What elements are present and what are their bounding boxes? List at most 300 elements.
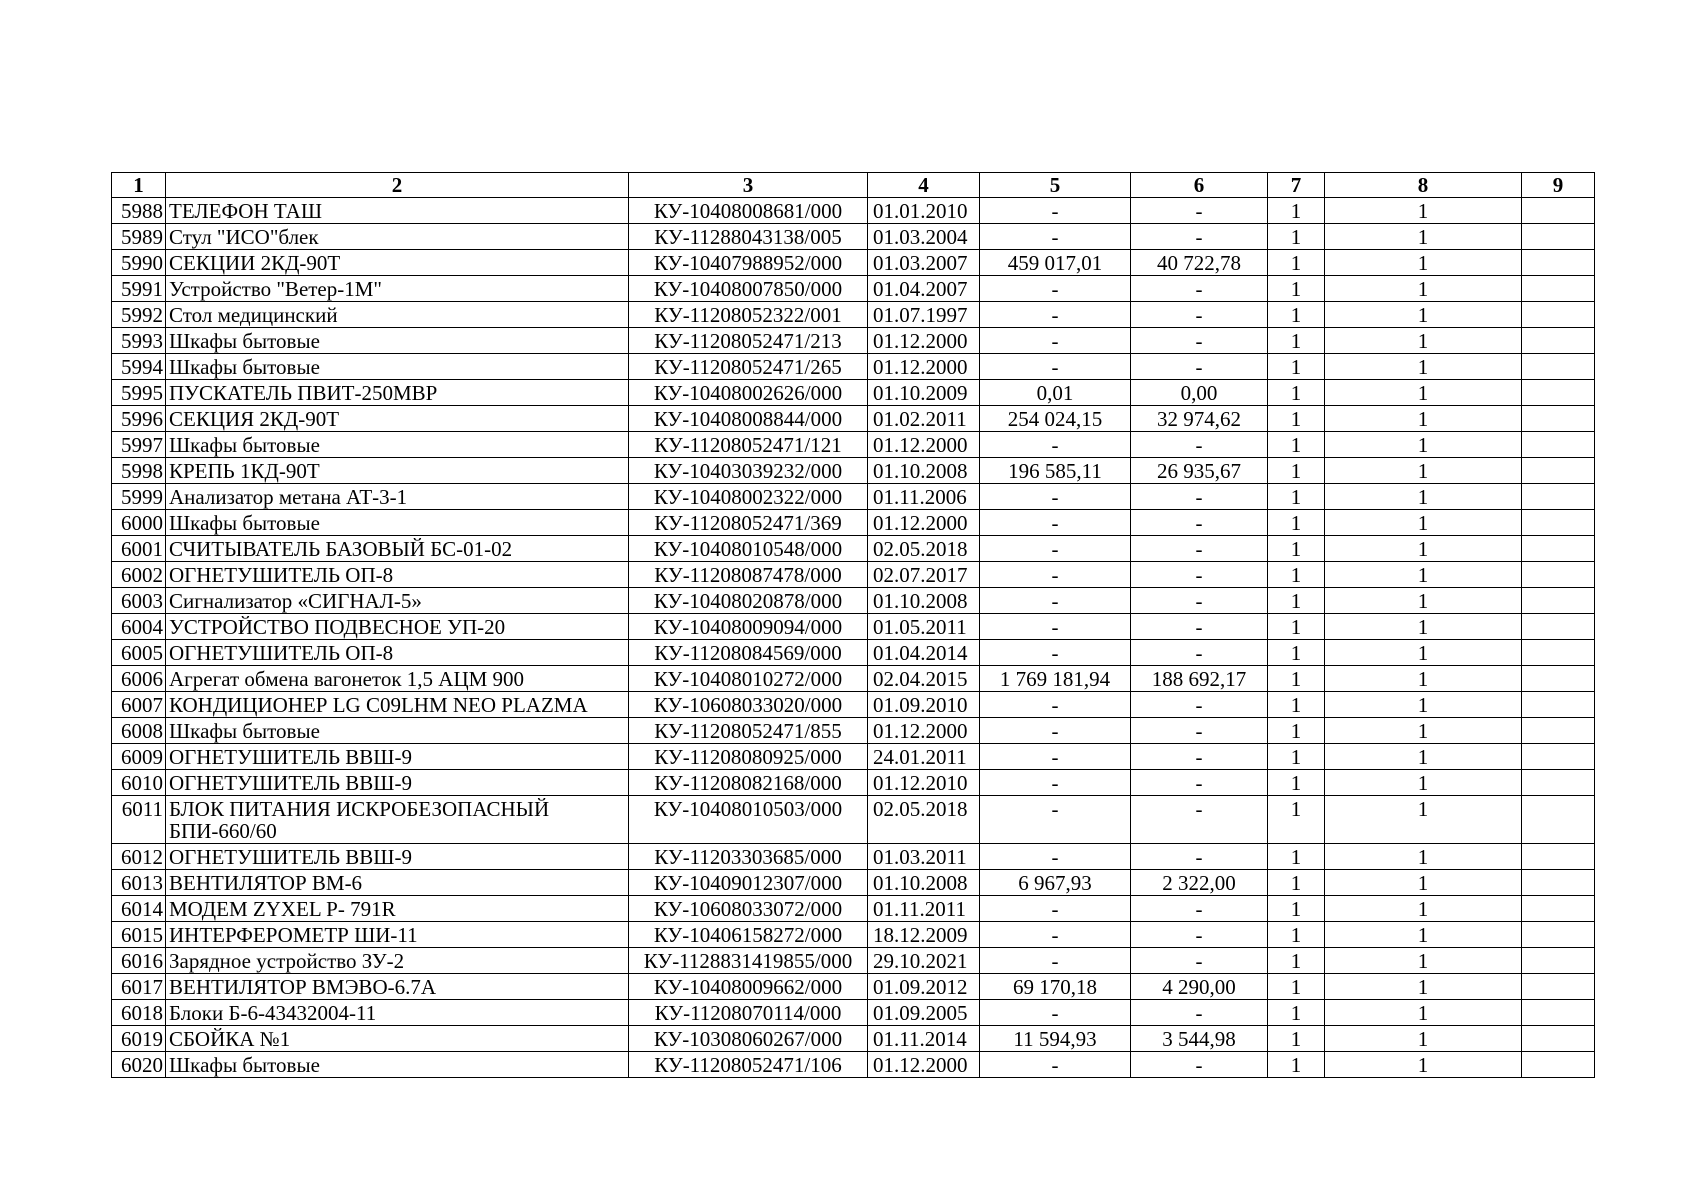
cell-value-6: - <box>1131 354 1268 380</box>
cell-value-6: 40 722,78 <box>1131 250 1268 276</box>
cell-value-6: - <box>1131 796 1268 844</box>
column-header-7: 7 <box>1268 173 1325 198</box>
cell-value-8: 1 <box>1325 974 1522 1000</box>
cell-date: 02.04.2015 <box>868 666 980 692</box>
cell-value-8: 1 <box>1325 510 1522 536</box>
cell-item-name: Шкафы бытовые <box>166 1052 629 1078</box>
cell-inventory-number: КУ-10408008844/000 <box>629 406 868 432</box>
cell-value-6: - <box>1131 640 1268 666</box>
cell-value-5: 6 967,93 <box>980 870 1131 896</box>
cell-value-7: 1 <box>1268 896 1325 922</box>
cell-value-9 <box>1522 692 1595 718</box>
cell-inventory-number: КУ-11208084569/000 <box>629 640 868 666</box>
cell-value-8: 1 <box>1325 198 1522 224</box>
cell-value-6: - <box>1131 328 1268 354</box>
cell-value-8: 1 <box>1325 1026 1522 1052</box>
cell-item-name: Шкафы бытовые <box>166 432 629 458</box>
cell-value-7: 1 <box>1268 380 1325 406</box>
cell-value-5: - <box>980 484 1131 510</box>
cell-value-6: - <box>1131 510 1268 536</box>
cell-item-name: Устройство "Ветер-1М" <box>166 276 629 302</box>
cell-date: 01.11.2014 <box>868 1026 980 1052</box>
cell-inventory-number: КУ-11208052471/855 <box>629 718 868 744</box>
cell-value-8: 1 <box>1325 870 1522 896</box>
cell-inventory-number: КУ-11208087478/000 <box>629 562 868 588</box>
table-row <box>112 614 1595 640</box>
cell-value-6: - <box>1131 562 1268 588</box>
cell-value-7: 1 <box>1268 276 1325 302</box>
table-row <box>112 276 1595 302</box>
cell-value-7: 1 <box>1268 744 1325 770</box>
table-row <box>112 432 1595 458</box>
cell-date: 01.12.2000 <box>868 1052 980 1078</box>
cell-date: 01.02.2011 <box>868 406 980 432</box>
table-row <box>112 640 1595 666</box>
cell-date: 01.07.1997 <box>868 302 980 328</box>
cell-inventory-number: КУ-11208082168/000 <box>629 770 868 796</box>
cell-item-name: Зарядное устройство ЗУ-2 <box>166 948 629 974</box>
cell-row-number: 6010 <box>112 770 166 796</box>
cell-value-9 <box>1522 922 1595 948</box>
cell-value-5: - <box>980 922 1131 948</box>
cell-row-number: 6012 <box>112 844 166 870</box>
cell-date: 01.03.2007 <box>868 250 980 276</box>
cell-date: 24.01.2011 <box>868 744 980 770</box>
cell-value-9 <box>1522 432 1595 458</box>
cell-date: 01.10.2008 <box>868 870 980 896</box>
cell-value-8: 1 <box>1325 844 1522 870</box>
cell-value-7: 1 <box>1268 1052 1325 1078</box>
table-row <box>112 406 1595 432</box>
cell-inventory-number: КУ-10403039232/000 <box>629 458 868 484</box>
cell-item-name: БЛОК ПИТАНИЯ ИСКРОБЕЗОПАСНЫЙ БПИ-660/60 <box>166 796 629 844</box>
cell-value-7: 1 <box>1268 1026 1325 1052</box>
column-header-6: 6 <box>1131 173 1268 198</box>
cell-row-number: 6018 <box>112 1000 166 1026</box>
cell-date: 01.11.2011 <box>868 896 980 922</box>
cell-inventory-number: КУ-10409012307/000 <box>629 870 868 896</box>
cell-item-name: Шкафы бытовые <box>166 328 629 354</box>
cell-value-8: 1 <box>1325 458 1522 484</box>
cell-value-8: 1 <box>1325 380 1522 406</box>
table-row <box>112 770 1595 796</box>
cell-date: 01.12.2000 <box>868 510 980 536</box>
cell-item-name: КРЕПЬ 1КД-90Т <box>166 458 629 484</box>
cell-value-6: - <box>1131 536 1268 562</box>
cell-inventory-number: КУ-11208080925/000 <box>629 744 868 770</box>
cell-value-5: - <box>980 198 1131 224</box>
cell-value-7: 1 <box>1268 406 1325 432</box>
cell-value-6: 2 322,00 <box>1131 870 1268 896</box>
cell-value-5: - <box>980 744 1131 770</box>
column-header-3: 3 <box>629 173 868 198</box>
column-header-4: 4 <box>868 173 980 198</box>
cell-value-9 <box>1522 870 1595 896</box>
cell-value-7: 1 <box>1268 536 1325 562</box>
cell-value-5: - <box>980 354 1131 380</box>
cell-value-8: 1 <box>1325 588 1522 614</box>
cell-value-5: 69 170,18 <box>980 974 1131 1000</box>
cell-value-7: 1 <box>1268 796 1325 844</box>
cell-value-9 <box>1522 1026 1595 1052</box>
table-row <box>112 198 1595 224</box>
cell-value-9 <box>1522 354 1595 380</box>
cell-value-9 <box>1522 302 1595 328</box>
cell-date: 02.07.2017 <box>868 562 980 588</box>
cell-value-8: 1 <box>1325 250 1522 276</box>
cell-value-5: - <box>980 640 1131 666</box>
cell-row-number: 6007 <box>112 692 166 718</box>
table-row <box>112 1000 1595 1026</box>
cell-value-7: 1 <box>1268 250 1325 276</box>
cell-value-9 <box>1522 380 1595 406</box>
cell-item-name: ОГНЕТУШИТЕЛЬ ОП-8 <box>166 640 629 666</box>
cell-value-5: - <box>980 614 1131 640</box>
cell-item-name: СЧИТЫВАТЕЛЬ БАЗОВЫЙ БС-01-02 <box>166 536 629 562</box>
cell-value-7: 1 <box>1268 562 1325 588</box>
cell-row-number: 5993 <box>112 328 166 354</box>
cell-date: 01.12.2000 <box>868 354 980 380</box>
cell-value-6: - <box>1131 718 1268 744</box>
cell-value-5: - <box>980 432 1131 458</box>
cell-row-number: 6015 <box>112 922 166 948</box>
cell-value-5: - <box>980 718 1131 744</box>
cell-value-8: 1 <box>1325 484 1522 510</box>
cell-value-9 <box>1522 614 1595 640</box>
cell-value-5: 459 017,01 <box>980 250 1131 276</box>
cell-value-5: - <box>980 328 1131 354</box>
cell-value-7: 1 <box>1268 302 1325 328</box>
cell-item-name: Анализатор метана АТ-3-1 <box>166 484 629 510</box>
cell-row-number: 5988 <box>112 198 166 224</box>
cell-value-9 <box>1522 224 1595 250</box>
cell-date: 02.05.2018 <box>868 536 980 562</box>
cell-item-name: ОГНЕТУШИТЕЛЬ ОП-8 <box>166 562 629 588</box>
cell-value-5: - <box>980 770 1131 796</box>
cell-value-8: 1 <box>1325 302 1522 328</box>
cell-date: 29.10.2021 <box>868 948 980 974</box>
cell-row-number: 5997 <box>112 432 166 458</box>
cell-inventory-number: КУ-10608033020/000 <box>629 692 868 718</box>
cell-value-8: 1 <box>1325 328 1522 354</box>
cell-value-6: 3 544,98 <box>1131 1026 1268 1052</box>
cell-value-9 <box>1522 974 1595 1000</box>
cell-value-8: 1 <box>1325 666 1522 692</box>
cell-value-7: 1 <box>1268 198 1325 224</box>
cell-value-6: - <box>1131 588 1268 614</box>
cell-value-6: - <box>1131 922 1268 948</box>
cell-item-name: Блоки Б-6-43432004-11 <box>166 1000 629 1026</box>
cell-value-8: 1 <box>1325 536 1522 562</box>
cell-item-name: ОГНЕТУШИТЕЛЬ ВВШ-9 <box>166 744 629 770</box>
cell-date: 01.03.2011 <box>868 844 980 870</box>
cell-value-5: - <box>980 224 1131 250</box>
cell-row-number: 6000 <box>112 510 166 536</box>
cell-value-8: 1 <box>1325 614 1522 640</box>
cell-value-6: - <box>1131 948 1268 974</box>
cell-value-8: 1 <box>1325 718 1522 744</box>
cell-value-5: - <box>980 562 1131 588</box>
table-row <box>112 896 1595 922</box>
cell-value-8: 1 <box>1325 562 1522 588</box>
cell-value-7: 1 <box>1268 354 1325 380</box>
table-row <box>112 354 1595 380</box>
cell-value-6: - <box>1131 432 1268 458</box>
cell-date: 01.10.2008 <box>868 458 980 484</box>
cell-value-9 <box>1522 536 1595 562</box>
cell-value-7: 1 <box>1268 458 1325 484</box>
table-row <box>112 328 1595 354</box>
cell-value-9 <box>1522 896 1595 922</box>
cell-value-8: 1 <box>1325 744 1522 770</box>
cell-value-9 <box>1522 458 1595 484</box>
cell-value-9 <box>1522 406 1595 432</box>
cell-value-5: 196 585,11 <box>980 458 1131 484</box>
cell-value-6: - <box>1131 844 1268 870</box>
cell-value-9 <box>1522 588 1595 614</box>
cell-value-8: 1 <box>1325 922 1522 948</box>
cell-value-6: - <box>1131 1052 1268 1078</box>
cell-inventory-number: КУ-10408007850/000 <box>629 276 868 302</box>
cell-value-7: 1 <box>1268 770 1325 796</box>
cell-value-5: - <box>980 948 1131 974</box>
cell-row-number: 5994 <box>112 354 166 380</box>
cell-item-name: УСТРОЙСТВО ПОДВЕСНОЕ УП-20 <box>166 614 629 640</box>
cell-value-7: 1 <box>1268 718 1325 744</box>
cell-value-5: - <box>980 796 1131 844</box>
cell-date: 01.09.2010 <box>868 692 980 718</box>
cell-inventory-number: КУ-10408010503/000 <box>629 796 868 844</box>
cell-row-number: 6009 <box>112 744 166 770</box>
cell-value-8: 1 <box>1325 406 1522 432</box>
cell-value-9 <box>1522 640 1595 666</box>
column-header-8: 8 <box>1325 173 1522 198</box>
table-row <box>112 922 1595 948</box>
cell-value-9 <box>1522 484 1595 510</box>
cell-item-name: ПУСКАТЕЛЬ ПВИТ-250МВР <box>166 380 629 406</box>
cell-date: 01.05.2011 <box>868 614 980 640</box>
cell-value-7: 1 <box>1268 484 1325 510</box>
cell-value-6: 188 692,17 <box>1131 666 1268 692</box>
cell-value-9 <box>1522 562 1595 588</box>
cell-item-name: Сигнализатор «СИГНАЛ-5» <box>166 588 629 614</box>
cell-item-name: МОДЕМ ZYXEL P- 791R <box>166 896 629 922</box>
table-row <box>112 484 1595 510</box>
cell-value-8: 1 <box>1325 354 1522 380</box>
cell-item-name: Стол медицинский <box>166 302 629 328</box>
header-row <box>112 173 1595 198</box>
table-header <box>112 173 1595 198</box>
cell-value-6: - <box>1131 484 1268 510</box>
cell-value-9 <box>1522 510 1595 536</box>
cell-value-7: 1 <box>1268 870 1325 896</box>
cell-item-name: Стул "ИСО"блек <box>166 224 629 250</box>
cell-value-5: 254 024,15 <box>980 406 1131 432</box>
cell-item-name: Агрегат обмена вагонеток 1,5 АЦМ 900 <box>166 666 629 692</box>
cell-value-5: - <box>980 510 1131 536</box>
cell-value-9 <box>1522 276 1595 302</box>
cell-value-7: 1 <box>1268 640 1325 666</box>
cell-date: 18.12.2009 <box>868 922 980 948</box>
cell-inventory-number: КУ-11203303685/000 <box>629 844 868 870</box>
cell-inventory-number: КУ-10308060267/000 <box>629 1026 868 1052</box>
cell-value-8: 1 <box>1325 224 1522 250</box>
cell-row-number: 6017 <box>112 974 166 1000</box>
cell-item-name: Шкафы бытовые <box>166 718 629 744</box>
cell-row-number: 5992 <box>112 302 166 328</box>
cell-value-8: 1 <box>1325 1052 1522 1078</box>
cell-item-name: ВЕНТИЛЯТОР ВМ-6 <box>166 870 629 896</box>
cell-value-9 <box>1522 250 1595 276</box>
column-header-2: 2 <box>166 173 629 198</box>
table-row <box>112 796 1595 844</box>
cell-date: 01.09.2012 <box>868 974 980 1000</box>
cell-date: 01.03.2004 <box>868 224 980 250</box>
cell-row-number: 6004 <box>112 614 166 640</box>
cell-date: 02.05.2018 <box>868 796 980 844</box>
table-row <box>112 844 1595 870</box>
cell-value-8: 1 <box>1325 948 1522 974</box>
cell-item-name: ОГНЕТУШИТЕЛЬ ВВШ-9 <box>166 844 629 870</box>
cell-value-8: 1 <box>1325 796 1522 844</box>
cell-value-8: 1 <box>1325 640 1522 666</box>
cell-value-5: 11 594,93 <box>980 1026 1131 1052</box>
cell-date: 01.12.2000 <box>868 328 980 354</box>
cell-date: 01.01.2010 <box>868 198 980 224</box>
cell-inventory-number: КУ-10408010272/000 <box>629 666 868 692</box>
cell-value-9 <box>1522 1000 1595 1026</box>
cell-row-number: 5995 <box>112 380 166 406</box>
cell-row-number: 6002 <box>112 562 166 588</box>
cell-value-6: - <box>1131 276 1268 302</box>
cell-row-number: 6005 <box>112 640 166 666</box>
cell-inventory-number: КУ-10408002626/000 <box>629 380 868 406</box>
cell-value-6: 0,00 <box>1131 380 1268 406</box>
cell-value-8: 1 <box>1325 770 1522 796</box>
cell-row-number: 5989 <box>112 224 166 250</box>
cell-inventory-number: КУ-11208052471/106 <box>629 1052 868 1078</box>
cell-item-name: ТЕЛЕФОН ТАШ <box>166 198 629 224</box>
cell-row-number: 6006 <box>112 666 166 692</box>
cell-item-name: СЕКЦИЯ 2КД-90Т <box>166 406 629 432</box>
cell-inventory-number: КУ-10408020878/000 <box>629 588 868 614</box>
cell-inventory-number: КУ-11208052471/213 <box>629 328 868 354</box>
cell-value-9 <box>1522 1052 1595 1078</box>
cell-value-5: - <box>980 844 1131 870</box>
cell-inventory-number: КУ-10406158272/000 <box>629 922 868 948</box>
cell-value-9 <box>1522 198 1595 224</box>
cell-value-7: 1 <box>1268 1000 1325 1026</box>
cell-value-7: 1 <box>1268 948 1325 974</box>
cell-value-6: - <box>1131 224 1268 250</box>
cell-value-5: - <box>980 896 1131 922</box>
cell-date: 01.10.2008 <box>868 588 980 614</box>
cell-inventory-number: КУ-10407988952/000 <box>629 250 868 276</box>
table-row <box>112 692 1595 718</box>
cell-value-6: - <box>1131 614 1268 640</box>
cell-row-number: 5999 <box>112 484 166 510</box>
table-row <box>112 974 1595 1000</box>
table-row <box>112 870 1595 896</box>
cell-inventory-number: КУ-10608033072/000 <box>629 896 868 922</box>
cell-item-name: ОГНЕТУШИТЕЛЬ ВВШ-9 <box>166 770 629 796</box>
cell-value-6: - <box>1131 1000 1268 1026</box>
cell-date: 01.09.2005 <box>868 1000 980 1026</box>
cell-value-8: 1 <box>1325 1000 1522 1026</box>
cell-item-name: Шкафы бытовые <box>166 510 629 536</box>
cell-row-number: 6014 <box>112 896 166 922</box>
cell-inventory-number: КУ-11288043138/005 <box>629 224 868 250</box>
cell-inventory-number: КУ-11208052322/001 <box>629 302 868 328</box>
cell-inventory-number: КУ-11208070114/000 <box>629 1000 868 1026</box>
cell-item-name: СЕКЦИИ 2КД-90Т <box>166 250 629 276</box>
cell-value-5: - <box>980 302 1131 328</box>
cell-value-6: - <box>1131 770 1268 796</box>
cell-item-name: Шкафы бытовые <box>166 354 629 380</box>
cell-value-6: - <box>1131 896 1268 922</box>
cell-value-9 <box>1522 718 1595 744</box>
cell-inventory-number: КУ-10408002322/000 <box>629 484 868 510</box>
cell-value-6: - <box>1131 744 1268 770</box>
cell-item-name: ИНТЕРФЕРОМЕТР ШИ-11 <box>166 922 629 948</box>
cell-item-name: КОНДИЦИОНЕР LG C09LHM NEO PLAZMA <box>166 692 629 718</box>
column-header-9: 9 <box>1522 173 1595 198</box>
cell-item-name: ВЕНТИЛЯТОР ВМЭВО-6.7А <box>166 974 629 1000</box>
table-row <box>112 250 1595 276</box>
table-row <box>112 302 1595 328</box>
table-row <box>112 744 1595 770</box>
table-row <box>112 666 1595 692</box>
column-header-5: 5 <box>980 173 1131 198</box>
table-body <box>112 198 1595 1078</box>
table-row <box>112 1026 1595 1052</box>
table-row <box>112 380 1595 406</box>
cell-value-6: 26 935,67 <box>1131 458 1268 484</box>
cell-value-7: 1 <box>1268 614 1325 640</box>
cell-value-7: 1 <box>1268 510 1325 536</box>
cell-value-6: - <box>1131 302 1268 328</box>
cell-value-8: 1 <box>1325 692 1522 718</box>
cell-inventory-number: КУ-11208052471/121 <box>629 432 868 458</box>
cell-row-number: 5990 <box>112 250 166 276</box>
cell-value-7: 1 <box>1268 922 1325 948</box>
cell-date: 01.04.2014 <box>868 640 980 666</box>
table-row <box>112 718 1595 744</box>
cell-value-5: 1 769 181,94 <box>980 666 1131 692</box>
cell-date: 01.12.2000 <box>868 718 980 744</box>
cell-inventory-number: КУ-1128831419855/000 <box>629 948 868 974</box>
cell-value-5: - <box>980 536 1131 562</box>
table-row <box>112 458 1595 484</box>
cell-value-5: - <box>980 276 1131 302</box>
cell-value-6: - <box>1131 692 1268 718</box>
cell-value-5: 0,01 <box>980 380 1131 406</box>
cell-value-5: - <box>980 588 1131 614</box>
table-row <box>112 588 1595 614</box>
cell-row-number: 6008 <box>112 718 166 744</box>
cell-inventory-number: КУ-10408009094/000 <box>629 614 868 640</box>
cell-value-8: 1 <box>1325 896 1522 922</box>
table-row <box>112 536 1595 562</box>
cell-item-name: СБОЙКА №1 <box>166 1026 629 1052</box>
cell-value-7: 1 <box>1268 432 1325 458</box>
cell-date: 01.12.2010 <box>868 770 980 796</box>
column-header-1: 1 <box>112 173 166 198</box>
cell-row-number: 6016 <box>112 948 166 974</box>
cell-value-9 <box>1522 744 1595 770</box>
cell-value-5: - <box>980 692 1131 718</box>
cell-inventory-number: КУ-10408009662/000 <box>629 974 868 1000</box>
